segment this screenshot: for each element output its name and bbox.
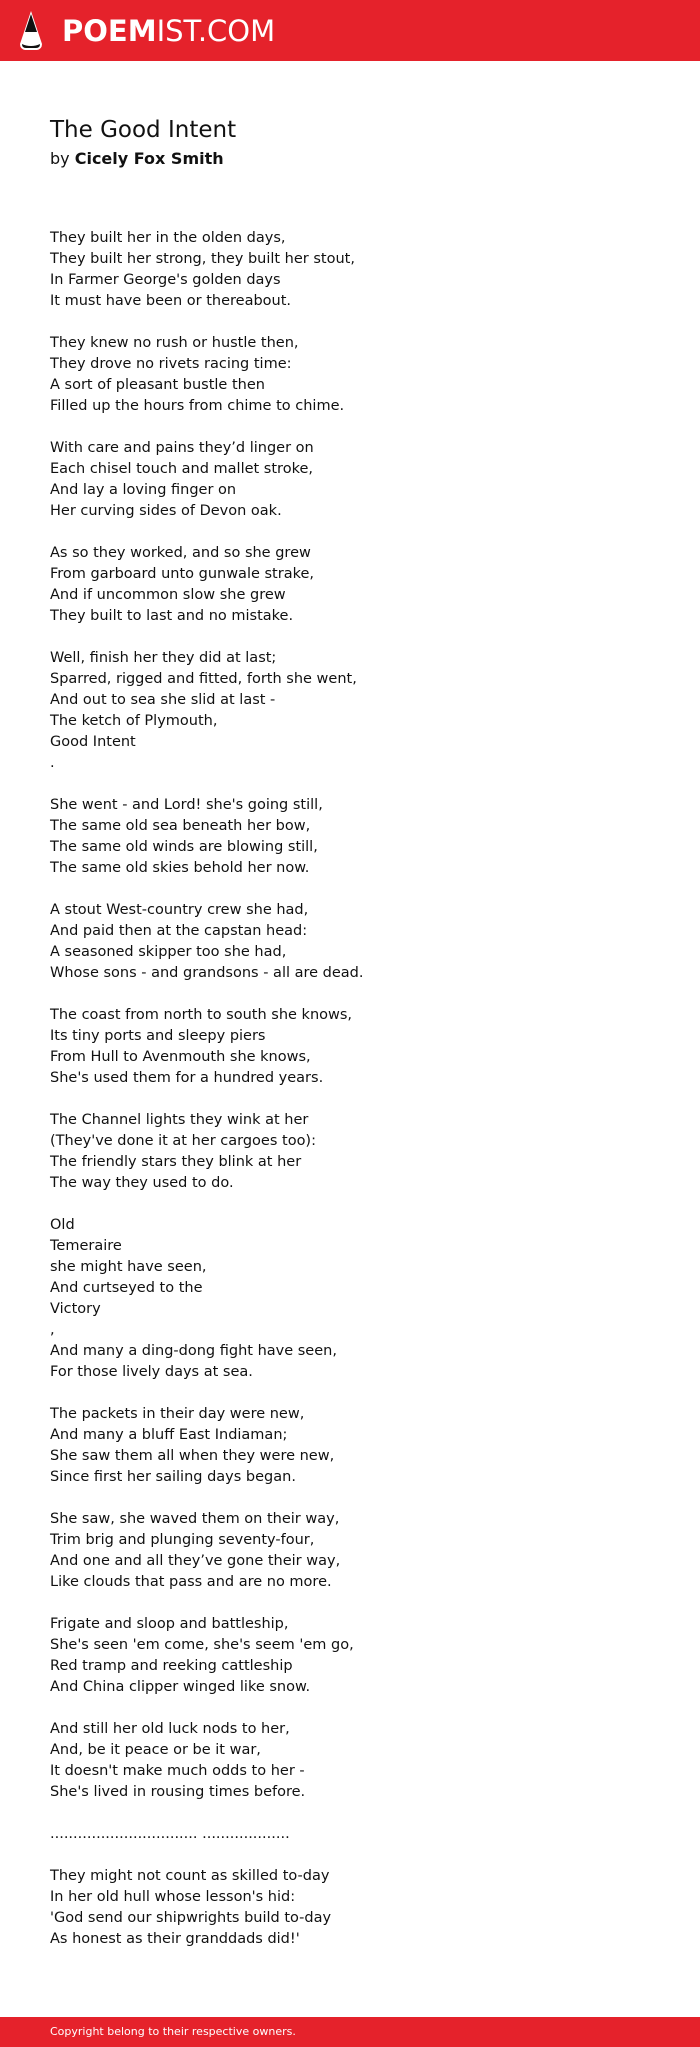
poem-line: And one and all they’ve gone their way, (50, 1553, 341, 1569)
poem-line: She saw them all when they were new, (50, 1448, 335, 1464)
poem-line: The packets in their day were new, (50, 1406, 305, 1422)
poem-line: The same old sea beneath her bow, (50, 818, 311, 834)
poem-line: And many a bluff East Indiaman; (50, 1427, 288, 1443)
poem-line: The Channel lights they wink at her (50, 1112, 309, 1128)
poem-line: Victory (50, 1301, 101, 1317)
poem-body (50, 228, 650, 1950)
poem-line: A seasoned skipper too she had, (50, 944, 287, 960)
poem-line: (They've done it at her cargoes too): (50, 1133, 316, 1149)
stanza (50, 900, 650, 984)
poem-line: And lay a loving finger on (50, 482, 237, 498)
poem-line: She's used them for a hundred years. (50, 1070, 324, 1086)
stanza (50, 1614, 650, 1698)
poem-line: And China clipper winged like snow. (50, 1679, 311, 1695)
site-logo[interactable] (18, 10, 275, 52)
site-footer (0, 2017, 700, 2047)
stanza (50, 1824, 650, 1845)
poem-line: Since first her sailing days began. (50, 1469, 296, 1485)
poem-line: And many a ding-dong fight have seen, (50, 1343, 337, 1359)
poem-line: They might not count as skilled to-day (50, 1868, 330, 1884)
poem-line: And paid then at the capstan head: (50, 923, 308, 939)
stanza (50, 543, 650, 627)
poem-line: Frigate and sloop and battleship, (50, 1616, 289, 1632)
poem-line: Its tiny ports and sleepy piers (50, 1028, 266, 1044)
poem-line: She saw, she waved them on their way, (50, 1511, 340, 1527)
poem-line: she might have seen, (50, 1259, 207, 1275)
stanza (50, 1866, 650, 1950)
copyright-notice: Copyright belong to their respective owners. (50, 2025, 296, 2038)
byline (50, 147, 650, 171)
poem-line: The same old skies behold her now. (50, 860, 310, 876)
poem-line: Temeraire (50, 1238, 122, 1254)
poem-line: Her curving sides of Devon oak. (50, 503, 282, 519)
poem-line: 'God send our shipwrights build to-day (50, 1910, 332, 1926)
stanza (50, 1404, 650, 1488)
poem-line: From Hull to Avenmouth she knows, (50, 1049, 311, 1065)
stanza (50, 228, 650, 312)
poem-line: And out to sea she slid at last - (50, 692, 276, 708)
poem-line: . (50, 755, 55, 771)
poem-line: They drove no rivets racing time: (50, 356, 292, 372)
poem-line: In her old hull whose lesson's hid: (50, 1889, 296, 1905)
poem-line: They built her strong, they built her stout, (50, 251, 355, 267)
site-header (0, 0, 700, 61)
poem-line: It doesn't make much odds to her - (50, 1763, 305, 1779)
stanza (50, 1110, 650, 1194)
poem-line: In Farmer George's golden days (50, 272, 281, 288)
by-label: by (50, 149, 70, 168)
stanza (50, 648, 650, 774)
poem-line: Filled up the hours from chime to chime. (50, 398, 345, 414)
stanza (50, 1005, 650, 1089)
poem-line: The ketch of Plymouth, (50, 713, 218, 729)
logo-text (62, 10, 275, 52)
poem-line: The same old winds are blowing still, (50, 839, 318, 855)
poem-line: With care and pains they’d linger on (50, 440, 314, 456)
poem-line: Whose sons - and grandsons - all are dead. (50, 965, 364, 981)
poem-line: Old (50, 1217, 75, 1233)
poem-line: She went - and Lord! she's going still, (50, 797, 323, 813)
poem-line: For those lively days at sea. (50, 1364, 253, 1380)
poem-line: , (50, 1322, 55, 1338)
poem-line: They built her in the olden days, (50, 230, 286, 246)
poem-line: And, be it peace or be it war, (50, 1742, 261, 1758)
poem-line: As so they worked, and so she grew (50, 545, 311, 561)
poem-content (50, 114, 650, 1971)
poem-line: And still her old luck nods to her, (50, 1721, 290, 1737)
pen-nib-icon (18, 10, 44, 52)
poem-line: Like clouds that pass and are no more. (50, 1574, 332, 1590)
poem-line: Each chisel touch and mallet stroke, (50, 461, 313, 477)
poem-line: Trim brig and plunging seventy-four, (50, 1532, 315, 1548)
poem-line: From garboard unto gunwale strake, (50, 566, 314, 582)
poem-line: She's seen 'em come, she's seem 'em go, (50, 1637, 354, 1653)
poem-line: And curtseyed to the (50, 1280, 203, 1296)
poem-line: And if uncommon slow she grew (50, 587, 286, 603)
stanza (50, 795, 650, 879)
poem-line: The friendly stars they blink at her (50, 1154, 302, 1170)
poem-line: ................................ ................... (50, 1826, 290, 1842)
stanza (50, 438, 650, 522)
stanza (50, 1719, 650, 1803)
poem-line: Well, finish her they did at last; (50, 650, 277, 666)
stanza (50, 333, 650, 417)
author-name[interactable]: Cicely Fox Smith (74, 149, 224, 168)
poem-line: They built to last and no mistake. (50, 608, 294, 624)
poem-line: They knew no rush or hustle then, (50, 335, 299, 351)
poem-title: The Good Intent (50, 117, 237, 143)
poem-line: She's lived in rousing times before. (50, 1784, 306, 1800)
stanza (50, 1509, 650, 1593)
poem-line: Good Intent (50, 734, 136, 750)
poem-line: The coast from north to south she knows, (50, 1007, 353, 1023)
poem-line: A stout West-country crew she had, (50, 902, 309, 918)
poem-line: A sort of pleasant bustle then (50, 377, 265, 393)
poem-line: It must have been or thereabout. (50, 293, 292, 309)
poem-line: Sparred, rigged and fitted, forth she went, (50, 671, 357, 687)
stanza (50, 1215, 650, 1383)
logo-text-bold: POEM (62, 14, 157, 48)
poem-line: Red tramp and reeking cattleship (50, 1658, 293, 1674)
poem-line: As honest as their granddads did!' (50, 1931, 300, 1947)
poem-line: The way they used to do. (50, 1175, 234, 1191)
logo-text-light: IST.COM (156, 14, 276, 48)
